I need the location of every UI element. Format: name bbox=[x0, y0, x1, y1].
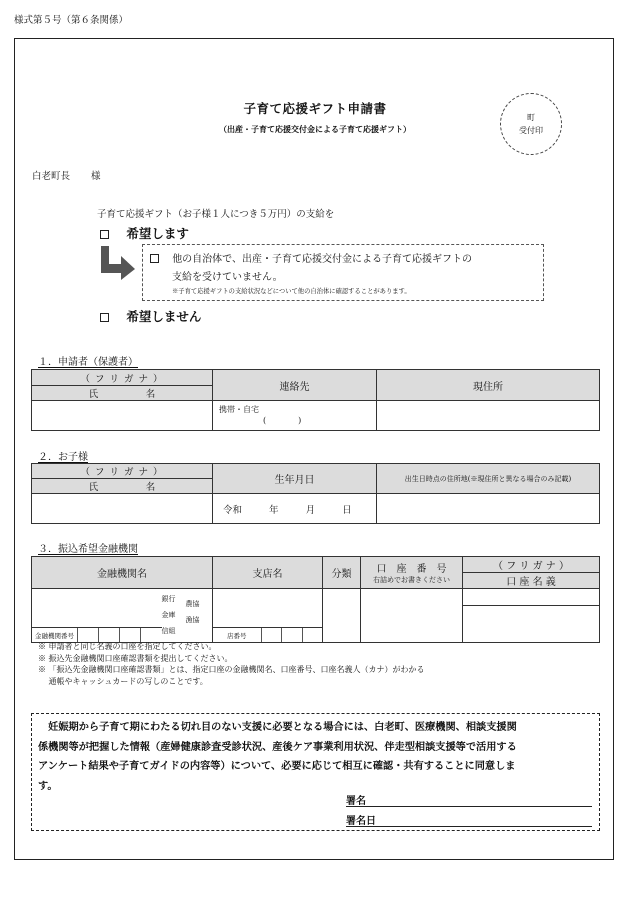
wish-label: 希望します bbox=[126, 226, 189, 241]
arrow-right-icon bbox=[97, 244, 141, 282]
era-label: 令和 bbox=[223, 504, 243, 516]
bank-code-boxes[interactable] bbox=[77, 628, 162, 642]
reception-stamp bbox=[500, 93, 562, 155]
account-holder-header bbox=[463, 557, 600, 589]
consent-line2: 係機関等が把握した情報（産婦健康診査受診状況、産後ケア事業利用状況、伴走型相談支援等で活用する bbox=[38, 740, 517, 753]
holder-furigana-label: （ フ リ ガ ナ ） bbox=[463, 557, 599, 573]
signature-line[interactable] bbox=[346, 806, 592, 807]
year-label: 年 bbox=[269, 504, 279, 516]
addressee-name: 白老町長 bbox=[32, 171, 71, 182]
section3-title: ３．振込希望金融機関 bbox=[38, 544, 138, 555]
option-wish[interactable] bbox=[100, 224, 189, 242]
wish-detail-line1-row[interactable] bbox=[150, 250, 472, 265]
branch-code-boxes[interactable] bbox=[261, 628, 323, 642]
applicant-furigana-header: （ フ リ ガ ナ ） bbox=[32, 370, 213, 386]
holder-name-input[interactable] bbox=[463, 606, 599, 642]
contact-header: 連絡先 bbox=[213, 370, 377, 401]
no-wish-label: 希望しません bbox=[126, 309, 202, 324]
wish-detail-line2: 支給を受けていません。 bbox=[172, 272, 283, 283]
bank-code-label: 金融機関番号 bbox=[35, 631, 74, 640]
birth-address-cell[interactable] bbox=[377, 494, 600, 524]
bank-type-cell[interactable] bbox=[162, 589, 213, 643]
category-cell[interactable] bbox=[323, 589, 361, 643]
branch-name-header: 支店名 bbox=[213, 557, 323, 589]
no-wish-checkbox[interactable] bbox=[100, 313, 109, 322]
consent-line1: 妊娠期から子育て期にわたる切れ目のない支援に必要となる場合には、白老町、医療機関、相談支援関 bbox=[38, 721, 517, 733]
address-header: 現住所 bbox=[377, 370, 600, 401]
bank-code-row bbox=[32, 627, 162, 642]
bank-type-list bbox=[162, 594, 213, 637]
consent-text bbox=[38, 718, 517, 796]
bank-name-header: 金融機関名 bbox=[32, 557, 213, 589]
account-number-cell[interactable] bbox=[361, 589, 463, 643]
consent-line4: す。 bbox=[38, 779, 58, 792]
child-name-header: 氏 名 bbox=[32, 479, 213, 494]
option-no-wish[interactable] bbox=[100, 307, 201, 325]
applicant-name-cell[interactable] bbox=[32, 401, 213, 431]
address-cell[interactable] bbox=[377, 401, 600, 431]
signature-label: 署名 bbox=[346, 796, 366, 807]
bank-type-bank: 銀行 bbox=[161, 595, 176, 603]
addressee bbox=[32, 168, 101, 182]
birth-address-header: 出生日時点の住所地(※現住所と異なる場合のみ記載) bbox=[377, 464, 600, 494]
note-1: ※ 申請者と同じ名義の口座を指定してください。 bbox=[38, 642, 217, 651]
birthdate-cell[interactable] bbox=[213, 494, 377, 524]
form-number: 様式第５号（第６条関係） bbox=[14, 15, 129, 26]
child-furigana-header: （ フ リ ガ ナ ） bbox=[32, 464, 213, 479]
note-4: 通帳やキャッシュカードの写しのことです。 bbox=[38, 676, 208, 686]
applicant-name-header: 氏 名 bbox=[32, 386, 213, 401]
wish-detail-note: ※子育て応援ギフトの支給状況などについて他の自治体に確認することがあります。 bbox=[172, 288, 411, 295]
stamp-line1: 町 bbox=[527, 113, 535, 122]
bank-name-cell[interactable] bbox=[32, 589, 162, 643]
category-header: 分類 bbox=[323, 557, 361, 589]
no-other-gift-checkbox[interactable] bbox=[150, 254, 159, 263]
child-name-cell[interactable] bbox=[32, 494, 213, 524]
child-table bbox=[31, 463, 600, 524]
account-number-header bbox=[361, 557, 463, 589]
section1-title: １．申請者（保護者） bbox=[38, 357, 138, 368]
intro-text: 子育て応援ギフト（お子様１人につき５万円）の支給を bbox=[97, 209, 335, 220]
birthdate-header: 生年月日 bbox=[213, 464, 377, 494]
branch-cell[interactable] bbox=[213, 589, 323, 643]
note-3: ※ 「振込先金融機関口座確認書類」とは、指定口座の金融機関名、口座番号、口座名義人（カナ）がわかる bbox=[38, 665, 425, 674]
branch-code-label: 店番号 bbox=[227, 631, 247, 640]
section2-title: ２．お子様 bbox=[38, 452, 88, 463]
signature-date-line[interactable] bbox=[346, 826, 592, 827]
phone-paren: ( ) bbox=[263, 416, 302, 425]
bank-type-kinko: 金庫 bbox=[161, 611, 176, 619]
bank-type-noukyou: 農協 bbox=[185, 600, 200, 608]
addressee-honorific: 様 bbox=[91, 171, 101, 182]
bank-type-gyokyou: 漁協 bbox=[185, 616, 200, 624]
bank-table bbox=[31, 556, 600, 643]
contact-cell[interactable] bbox=[213, 401, 377, 431]
account-number-label: 口 座 番 号 bbox=[376, 564, 447, 575]
page-subtitle: （出産・子育て応援交付金による子育て応援ギフト） bbox=[219, 124, 411, 134]
account-holder-label: 口 座 名 義 bbox=[506, 577, 556, 588]
day-label: 日 bbox=[342, 504, 352, 516]
signature-date-label: 署名日 bbox=[346, 816, 376, 827]
wish-checkbox[interactable] bbox=[100, 230, 109, 239]
notes bbox=[38, 641, 425, 687]
page-title: 子育て応援ギフト申請書 bbox=[243, 101, 387, 116]
applicant-table bbox=[31, 369, 600, 431]
account-holder-cell[interactable] bbox=[463, 589, 600, 643]
bank-type-shinkumi: 信組 bbox=[161, 627, 176, 635]
month-label: 月 bbox=[305, 504, 316, 516]
consent-line3: アンケート結果や子育てガイドの内容等）について、必要に応じて相互に確認・共有することに同意しま bbox=[38, 760, 516, 772]
phone-label: 携帯・自宅 bbox=[219, 405, 259, 414]
stamp-line2: 受付印 bbox=[519, 126, 543, 135]
wish-detail-line1: 他の自治体で、出産・子育て応援交付金による子育て応援ギフトの bbox=[172, 254, 472, 265]
note-2: ※ 振込先金融機関口座確認書類を提出してください。 bbox=[38, 653, 233, 663]
holder-furigana-input[interactable] bbox=[463, 589, 599, 606]
account-number-note: 右詰めでお書きください bbox=[373, 576, 450, 584]
branch-code-row bbox=[213, 627, 322, 642]
